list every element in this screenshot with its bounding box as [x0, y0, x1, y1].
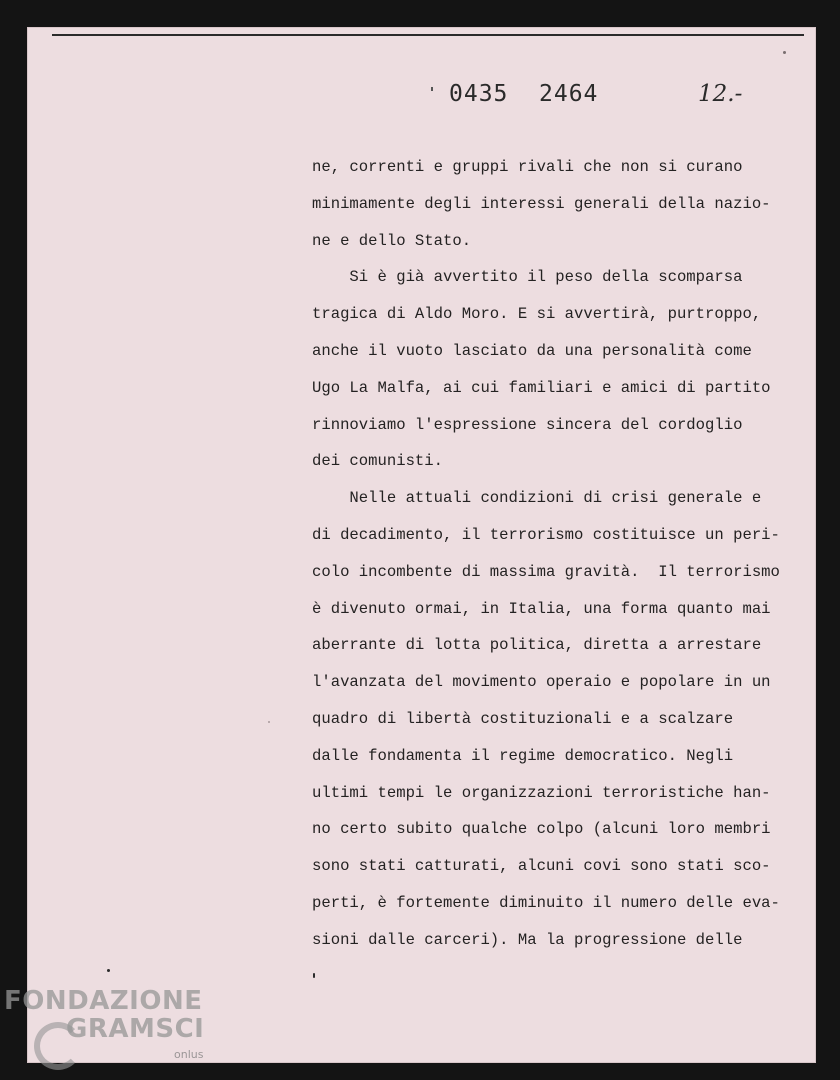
watermark-line2: GRAMSCI: [66, 1014, 205, 1044]
paper-speck: [268, 721, 270, 723]
watermark-line1: FONDAZIONE: [4, 986, 203, 1016]
paper-speck: [783, 51, 786, 54]
archive-code-b: 2464: [539, 81, 599, 107]
paper-speck: [107, 969, 110, 972]
typed-body-text: ne, correnti e gruppi rivali che non si curano minimamente degli interessi generali della nazio- ne e dello Stato. Si è già avvertito il peso della scomparsa tragica di Aldo Moro. E si avvertirà, purtroppo, anche il vuoto lasciato da una personalità come Ugo La Malfa, ai cui familiari e amici di partito rinnoviamo l'espressione sincera del cordoglio dei comunisti. Nelle attuali condizioni di crisi generale e di decadimento, il terrorismo costituisce un peri- colo incombente di massima gravità. Il terrorismo è divenuto ormai, in Italia, una forma quanto mai aberrante di lotta politica, diretta a arrestare l'avanzata del movimento operaio e popolare in un quadro di libertà costituzionali e a scalzare dalle fondamenta il regime democratico. Negli ultimi tempi le organizzazioni terroristiche han- no certo subito qualche colpo (alcuni loro membri sono stati catturati, alcuni covi sono stati sco- perti, è fortemente diminuito il numero delle eva- sioni dalle carceri). Ma la progressione delle: [312, 158, 780, 949]
ink-mark: [431, 87, 433, 91]
paper-speck: [313, 973, 315, 978]
document-page: [27, 27, 816, 1063]
top-rule: [52, 34, 804, 36]
handwritten-page-number: 12.-: [698, 81, 743, 107]
watermark-logo: [4, 986, 214, 1076]
archive-code-a: 0435: [449, 81, 509, 107]
watermark-suffix: onlus: [174, 1048, 204, 1061]
